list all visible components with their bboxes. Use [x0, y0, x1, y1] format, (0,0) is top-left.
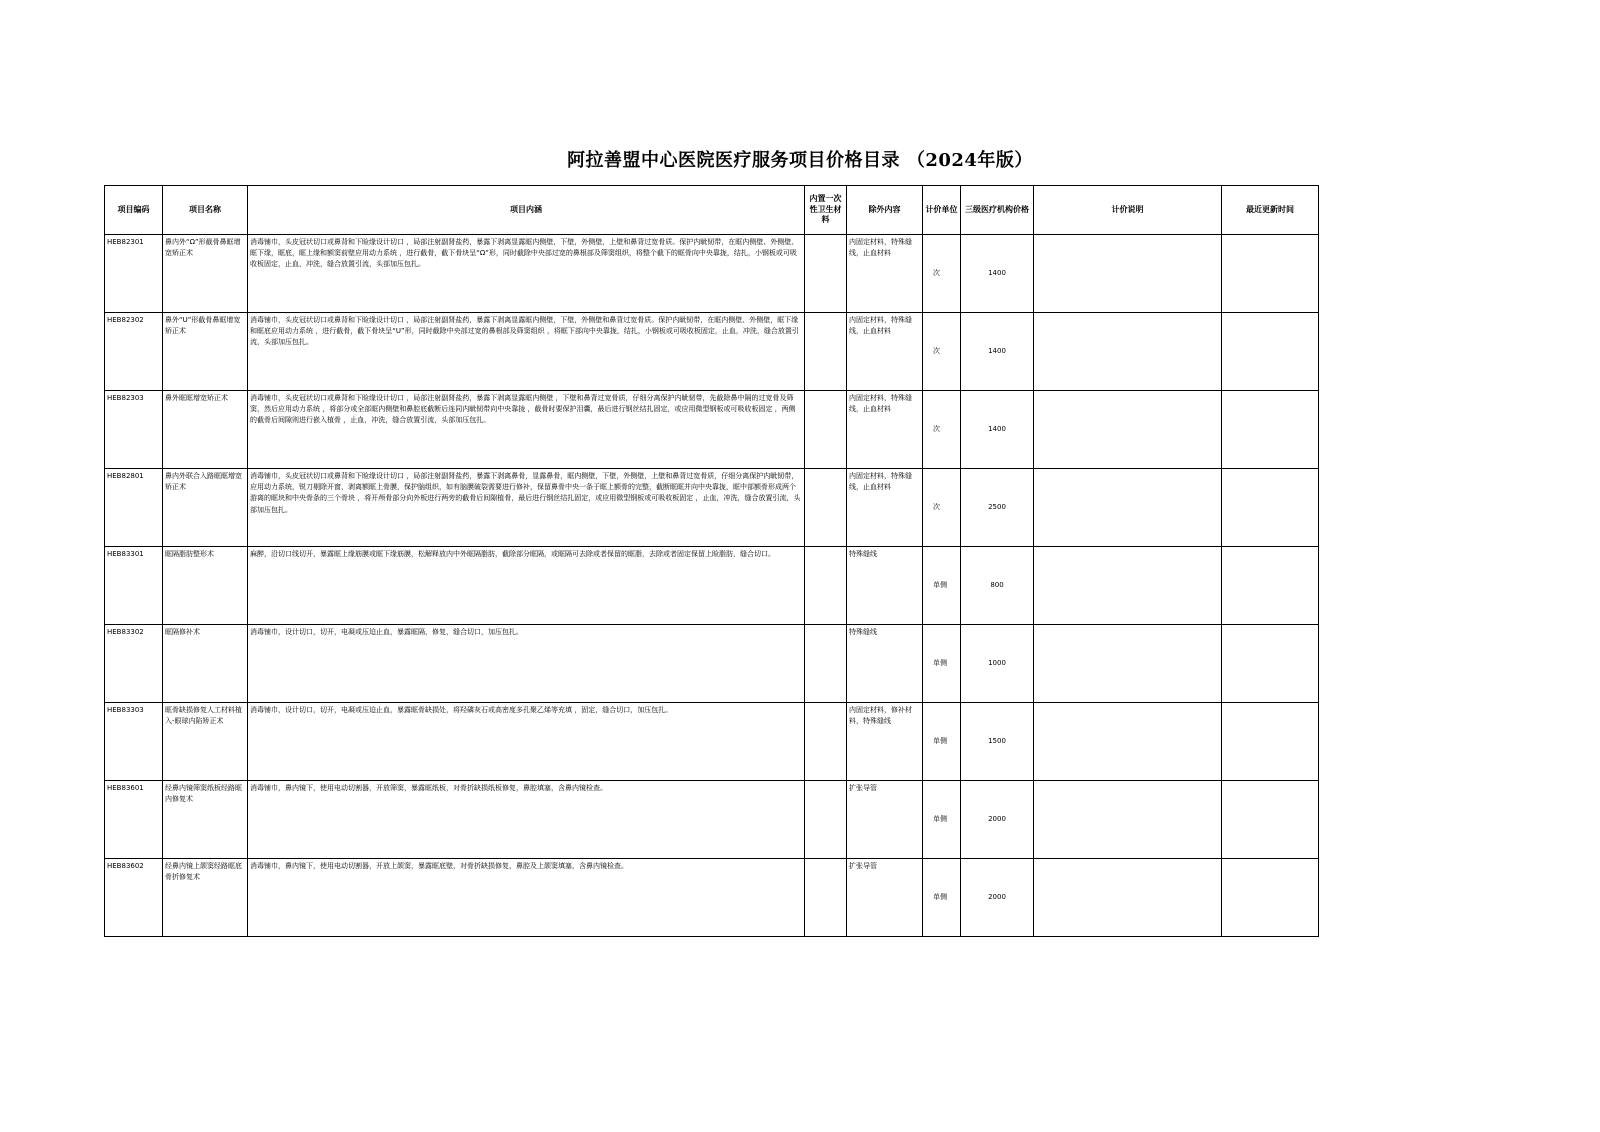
cell-consumables	[805, 703, 847, 781]
cell-excluded: 内固定材料，修补材料，特殊缝线	[847, 703, 923, 781]
cell-code: HEB82801	[105, 469, 163, 547]
cell-notes	[1034, 469, 1222, 547]
header-consumables: 内置一次性卫生材料	[805, 186, 847, 235]
cell-notes	[1034, 781, 1222, 859]
cell-consumables	[805, 781, 847, 859]
cell-unit: 次	[923, 469, 961, 547]
cell-excluded: 内固定材料，特殊缝线，止血材料	[847, 391, 923, 469]
cell-content: 消毒铺巾，头皮冠状切口或鼻背和下睑缘设计切口 ，局部注射副肾盐药，暴露下剥离显露眶内侧壁，下壁，外侧壁和鼻背过宽骨质。保护内眦韧带，在眶内侧壁、外侧壁，眶下缘和眶底应用动力系统 ，进行截骨，截下骨块呈“U”形，同时截除中央部过宽的鼻根部及筛窦组织 ，将眶下部向中央靠拢，结扎，小钢板或可吸收板固定，止血，冲洗，缝合放置引流，头部加压包扎。	[248, 313, 805, 391]
table-row	[105, 781, 1319, 859]
cell-notes	[1034, 859, 1222, 937]
cell-price: 1400	[961, 391, 1034, 469]
cell-unit: 单侧	[923, 859, 961, 937]
cell-unit: 次	[923, 235, 961, 313]
cell-code: HEB83301	[105, 547, 163, 625]
cell-content: 消毒铺巾，鼻内镜下，使用电动切割器，开放上颌窦，暴露眶底壁，对骨折缺损修复，鼻腔及上颌窦填塞，含鼻内镜检查。	[248, 859, 805, 937]
cell-updated	[1222, 859, 1319, 937]
header-price: 三级医疗机构价格	[961, 186, 1034, 235]
cell-code: HEB83303	[105, 703, 163, 781]
cell-notes	[1034, 547, 1222, 625]
cell-code: HEB82303	[105, 391, 163, 469]
cell-excluded: 扩张导管	[847, 781, 923, 859]
cell-price: 2000	[961, 859, 1034, 937]
table-row	[105, 547, 1319, 625]
cell-updated	[1222, 547, 1319, 625]
cell-content: 消毒铺巾，鼻内镜下，使用电动切割器，开放筛窦，暴露眶纸板，对骨折缺损纸板修复，鼻腔填塞，含鼻内镜检查。	[248, 781, 805, 859]
header-content: 项目内涵	[248, 186, 805, 235]
cell-consumables	[805, 313, 847, 391]
cell-price: 2000	[961, 781, 1034, 859]
cell-unit: 单侧	[923, 703, 961, 781]
table-row	[105, 313, 1319, 391]
cell-notes	[1034, 313, 1222, 391]
cell-unit: 单侧	[923, 625, 961, 703]
header-code: 项目编码	[105, 186, 163, 235]
cell-price: 1500	[961, 703, 1034, 781]
cell-consumables	[805, 235, 847, 313]
table-row	[105, 859, 1319, 937]
cell-unit: 单侧	[923, 547, 961, 625]
cell-content: 消毒铺巾，设计切口，切开，电凝或压迫止血，暴露眶隔，修复，缝合切口，加压包扎。	[248, 625, 805, 703]
cell-notes	[1034, 703, 1222, 781]
cell-updated	[1222, 703, 1319, 781]
price-catalog-table	[104, 185, 1319, 937]
cell-name: 眶隔脂肪整形术	[163, 547, 248, 625]
cell-excluded: 内固定材料，特殊缝线，止血材料	[847, 469, 923, 547]
cell-name: 经鼻内镜上颌窦经路眶底骨折修复术	[163, 859, 248, 937]
cell-excluded: 内固定材料，特殊缝线，止血材料	[847, 235, 923, 313]
table-row	[105, 235, 1319, 313]
cell-content: 消毒铺巾，头皮冠状切口或鼻背和下睑缘设计切口 ，局部注射副肾盐药，暴露下剥离鼻骨，显露鼻骨，眶内侧壁，下壁，外侧壁，上壁和鼻背过宽骨质，仔细分离保护内眦韧带，应用动力系统，锐刀剔除开窗，剥离额眶上骨膜，保护脑组织，如有脑膜破裂需要进行修补，保留鼻骨中央一条于眶上额骨的完整，截断眶眶并向中央靠拢，眶中部额骨形成两个游离的眶块和中央骨条的三个骨块 ，将开颅骨部分向外板进行两旁的截骨后间隙植骨，最后进行钢丝结扎固定，或应用微型钢板或可吸收板固定 ，止血，冲洗，缝合放置引流，头部加压包扎。	[248, 469, 805, 547]
table-row	[105, 703, 1319, 781]
cell-name: 鼻外“U”形截骨鼻眶增宽矫正术	[163, 313, 248, 391]
cell-name: 经鼻内镜筛窦纸板经路眶内修复术	[163, 781, 248, 859]
cell-price: 1400	[961, 313, 1034, 391]
cell-code: HEB83601	[105, 781, 163, 859]
header-notes: 计价说明	[1034, 186, 1222, 235]
cell-unit: 次	[923, 313, 961, 391]
cell-code: HEB83602	[105, 859, 163, 937]
cell-price: 1000	[961, 625, 1034, 703]
cell-excluded: 扩张导管	[847, 859, 923, 937]
cell-price: 800	[961, 547, 1034, 625]
cell-unit: 次	[923, 391, 961, 469]
cell-consumables	[805, 391, 847, 469]
header-unit: 计价单位	[923, 186, 961, 235]
cell-content: 消毒铺巾，头皮冠状切口或鼻背和下睑缘设计切口 ，局部注射副肾盐药，暴露下剥离显露眶内侧壁 ，下壁和鼻背过宽骨质，仔细分离保护内眦韧带，先截除鼻中隔的过宽骨及筛窦，然后应用动力系统 ，将部分或全部眶内侧壁和鼻腔底截断后连同内眦韧带向中央靠拢 ，截骨时要保护泪囊，最后进行钢丝结扎固定，或应用微型钢板或可吸收板固定 ，两侧的截骨后间隙则进行嵌入植骨 ，止血，冲洗，缝合放置引流，头部加压包扎。	[248, 391, 805, 469]
cell-updated	[1222, 781, 1319, 859]
table-row	[105, 469, 1319, 547]
cell-price: 1400	[961, 235, 1034, 313]
cell-name: 鼻内外“Ω”形截骨鼻眶增宽矫正术	[163, 235, 248, 313]
cell-consumables	[805, 859, 847, 937]
cell-content: 消毒铺巾，设计切口，切开，电凝或压迫止血，暴露眶骨缺损处，将羟磷灰石或高密度多孔聚乙烯等充填 ，固定，缝合切口，加压包扎。	[248, 703, 805, 781]
cell-consumables	[805, 547, 847, 625]
cell-updated	[1222, 313, 1319, 391]
cell-notes	[1034, 391, 1222, 469]
cell-notes	[1034, 625, 1222, 703]
table-row	[105, 625, 1319, 703]
cell-excluded: 特殊缝线	[847, 547, 923, 625]
cell-notes	[1034, 235, 1222, 313]
cell-content: 麻醉，沿切口线切开，暴露眶上缘筋膜或眶下缘筋膜，松解释放内中外眶隔脂肪，截除部分眶隔，或眶隔可去除或者保留的眶脂，去除或者固定保留上睑脂肪，缝合切口。	[248, 547, 805, 625]
cell-name: 眶骨缺损修复人工材料植入-眼球内陷矫正术	[163, 703, 248, 781]
table-header-row	[105, 186, 1319, 235]
cell-consumables	[805, 469, 847, 547]
table-row	[105, 391, 1319, 469]
cell-code: HEB83302	[105, 625, 163, 703]
cell-consumables	[805, 625, 847, 703]
document-title: 阿拉善盟中心医院医疗服务项目价格目录 （2024年版）	[567, 150, 1033, 171]
cell-code: HEB82302	[105, 313, 163, 391]
header-updated: 最近更新时间	[1222, 186, 1319, 235]
cell-updated	[1222, 469, 1319, 547]
cell-updated	[1222, 625, 1319, 703]
header-name: 项目名称	[163, 186, 248, 235]
cell-updated	[1222, 391, 1319, 469]
cell-price: 2500	[961, 469, 1034, 547]
cell-name: 鼻内外联合入路眶眶增宽矫正术	[163, 469, 248, 547]
cell-code: HEB82301	[105, 235, 163, 313]
cell-content: 消毒铺巾，头皮冠状切口或鼻背和下睑缘设计切口 ，局部注射副肾盐药，暴露下剥离显露眶内侧壁，下壁，外侧壁，上壁和鼻背过宽骨质。保护内眦韧带，在眶内侧壁、外侧壁、眶下缘，眶底，眶上缘和额窦前壁应用动力系统 ，进行截骨，截下骨块呈“Ω”形，同时截除中央部过宽的鼻根部及筛窦组织，将整个截下的眶骨向中央靠拢，结扎，小钢板或可吸收板固定，止血，冲洗，缝合放置引流，头部加压包扎。	[248, 235, 805, 313]
cell-excluded: 特殊缝线	[847, 625, 923, 703]
cell-updated	[1222, 235, 1319, 313]
header-excluded: 除外内容	[847, 186, 923, 235]
cell-excluded: 内固定材料，特殊缝线，止血材料	[847, 313, 923, 391]
cell-name: 鼻外眶眶增宽矫正术	[163, 391, 248, 469]
cell-name: 眶隔修补术	[163, 625, 248, 703]
cell-unit: 单侧	[923, 781, 961, 859]
